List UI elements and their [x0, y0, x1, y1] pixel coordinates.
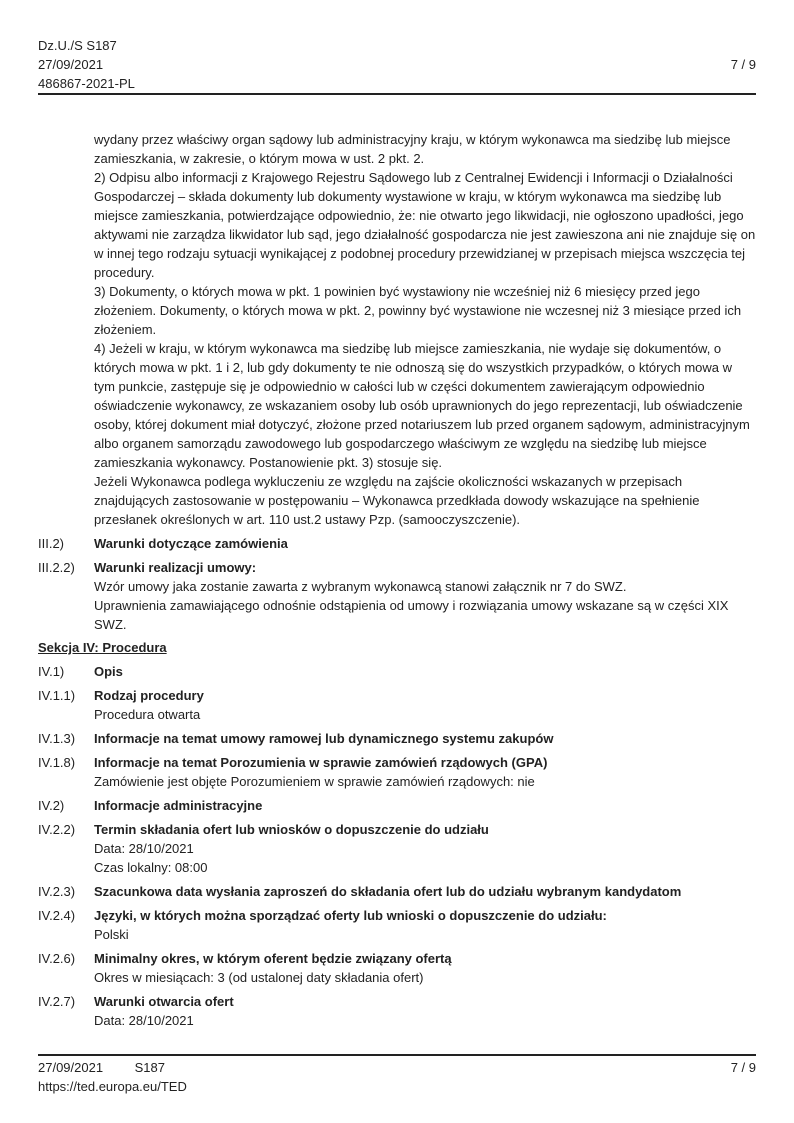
section-title: Informacje na temat umowy ramowej lub dynamicznego systemu zakupów [94, 731, 554, 746]
notice-id: 486867-2021-PL [38, 76, 135, 91]
page-header [38, 36, 756, 95]
continued-paragraphs [38, 130, 756, 529]
paragraph: 4) Jeżeli w kraju, w którym wykonawca ma siedzibę lub miejsce zamieszkania, nie wydaje się dokumentów, o których mowa w pkt. 1 i 2, lub gdy dokumenty te nie odnoszą się do wszystkich przypadków, o których mowa w tym punkcie, zastępuje się je odpowiednio w całości lub w części dokumentem zawierającym odpowiednio oświadczenie wykonawcy, ze wskazaniem osoby lub osób uprawnionych do jego reprezentacji, lub oświadczenie osoby, której dokument miał dotyczyć, złożone przed notariuszem lub przed organem sądowym, administracyjnym albo organem samorządu zawodowego lub gospodarczego właściwym ze względu na siedzibę lub miejsce zamieszkania wykonawcy. Postanowienie pkt. 3) stosuje się. [94, 341, 750, 470]
section-item [38, 729, 756, 748]
section-text: Okres w miesiącach: 3 (od ustalonej daty składania ofert) [94, 970, 424, 985]
section-text: Procedura otwarta [94, 707, 201, 722]
section-item [38, 558, 756, 634]
section-title: Warunki dotyczące zamówienia [94, 536, 288, 551]
section-item [38, 686, 756, 724]
section-text: Wzór umowy jaka zostanie zawarta z wybranym wykonawcą stanowi załącznik nr 7 do SWZ. [94, 579, 627, 594]
section-number: IV.1.8) [38, 755, 76, 770]
section-item [38, 906, 756, 944]
section-title: Informacje na temat Porozumienia w sprawie zamówień rządowych (GPA) [94, 755, 548, 770]
section-number: IV.2.4) [38, 908, 76, 923]
footer-journal: S187 [134, 1060, 165, 1075]
section-text: Data: 28/10/2021 [94, 1013, 194, 1028]
section-title: Termin składania ofert lub wniosków o dopuszczenie do udziału [94, 822, 489, 837]
footer-url: https://ted.europa.eu/TED [38, 1079, 187, 1094]
paragraph: Jeżeli Wykonawca podlega wykluczeniu ze względu na zajście okoliczności wskazanych w przepisach znajdujących zastosowanie w postępowaniu – Wykonawca przedkłada dowody wskazujące na spełnienie przesłanek określonych w art. 110 ust.2 ustawy Pzp. (samooczyszczenie). [94, 474, 700, 527]
section-text: Zamówienie jest objęte Porozumieniem w sprawie zamówień rządowych: nie [94, 774, 535, 789]
section-title: Warunki otwarcia ofert [94, 994, 234, 1009]
section-number: IV.1.1) [38, 688, 76, 703]
document-content [38, 130, 756, 1030]
section-text: Czas lokalny: 08:00 [94, 860, 208, 875]
section-heading: Sekcja IV: Procedura [38, 640, 167, 655]
section-number: IV.1.3) [38, 731, 76, 746]
section-item [38, 753, 756, 791]
section-item [38, 882, 756, 901]
section-number: IV.2.2) [38, 822, 76, 837]
section-item [38, 992, 756, 1030]
paragraph: 2) Odpisu albo informacji z Krajowego Rejestru Sądowego lub z Centralnej Ewidencji i Informacji o Działalności Gospodarczej – składa dokumenty lub dokumenty wystawione w kraju, w którym wykonawca ma siedzibę lub miejsce zamieszkania, potwierdzające odpowiednio, że: nie otwarto jego likwidacji, nie ogłoszono upadłości, jego aktywami nie zarządza likwidator lub sąd, jego działalność gospodarcza nie jest zawieszona ani nie znajduje się on w innej tego rodzaju sytuacji wynikającej z podobnej procedury przewidzianej w przepisach miejsca wszczęcia tej procedury. [94, 170, 756, 280]
section-item [38, 820, 756, 877]
section-text: Data: 28/10/2021 [94, 841, 194, 856]
section-title: Rodzaj procedury [94, 688, 204, 703]
section-number: IV.2.7) [38, 994, 76, 1009]
section-item [38, 949, 756, 987]
publication-date: 27/09/2021 [38, 57, 104, 72]
journal-ref: Dz.U./S S187 [38, 38, 117, 53]
section-item [38, 534, 756, 553]
section-number: IV.2.6) [38, 951, 76, 966]
footer-page-number: 7 / 9 [730, 1060, 756, 1075]
section-title: Języki, w których można sporządzać oferty lub wnioski o dopuszczenie do udziału: [94, 908, 607, 923]
section-title: Opis [94, 664, 123, 679]
paragraph: 3) Dokumenty, o których mowa w pkt. 1 powinien być wystawiony nie wcześniej niż 6 miesięcy przed jego złożeniem. Dokumenty, o których mowa w pkt. 2, powinny być wystawione nie wczesnej niż 3 miesiące przed ich złożeniem. [94, 284, 742, 337]
section-title: Informacje administracyjne [94, 798, 263, 813]
section-text: Polski [94, 927, 129, 942]
section-number: III.2.2) [38, 560, 75, 575]
section-iv-items [38, 662, 756, 1030]
section-number: III.2) [38, 536, 65, 551]
paragraph: wydany przez właściwy organ sądowy lub administracyjny kraju, w którym wykonawca ma siedzibę lub miejsce zamieszkania, w zakresie, o którym mowa w ust. 2 pkt. 2. [94, 132, 731, 166]
page-number: 7 / 9 [730, 57, 756, 72]
section-title: Warunki realizacji umowy: [94, 560, 257, 575]
section-text: Uprawnienia zamawiającego odnośnie odstąpienia od umowy i rozwiązania umowy wskazane są w części XIX SWZ. [94, 598, 729, 632]
section-title: Szacunkowa data wysłania zaproszeń do składania ofert lub do udziału wybranym kandydatom [94, 884, 682, 899]
section-title: Minimalny okres, w którym oferent będzie związany ofertą [94, 951, 452, 966]
section-number: IV.1) [38, 664, 65, 679]
section-number: IV.2.3) [38, 884, 76, 899]
footer-date: 27/09/2021 [38, 1060, 104, 1075]
page-footer [38, 1054, 756, 1096]
section-item [38, 796, 756, 815]
section-number: IV.2) [38, 798, 65, 813]
section-item [38, 662, 756, 681]
